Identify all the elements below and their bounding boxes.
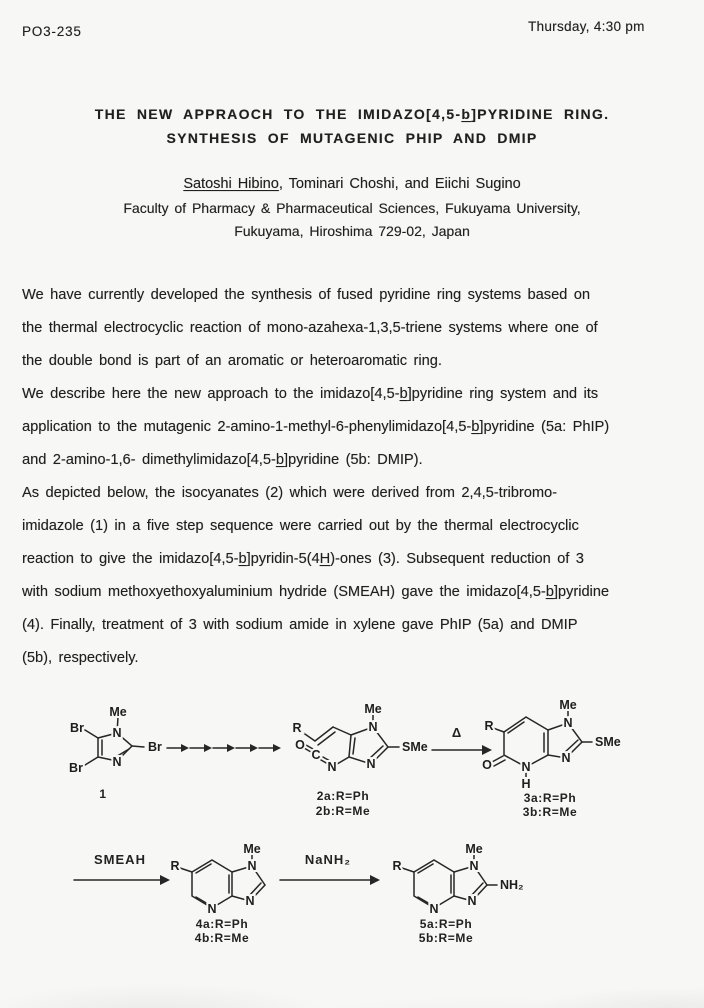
smeah-reaction-arrow — [70, 846, 174, 886]
atom-label-n1: N — [112, 726, 122, 740]
abstract-line: the double bond is part of an aromatic or heteroaromatic ring. — [22, 353, 442, 369]
atom-label-methyl: Me — [465, 842, 483, 856]
atom-label-h: H — [521, 777, 531, 791]
smeah-reagent-label: SMEAH — [94, 852, 146, 867]
atom-label-nh2: NH₂ — [500, 878, 524, 892]
compound-2b-caption: 2b:R=Me — [315, 804, 371, 818]
abstract-line: application to the mutagenic 2-amino-1-methyl-6-phenylimidazo[4,5-b]pyridine (5a: PhIP) — [22, 419, 610, 435]
atom-label-n3: N — [561, 751, 571, 765]
session-schedule: Thursday, 4:30 pm — [528, 19, 645, 34]
atom-label-n3: N — [467, 894, 477, 908]
abstract-line: reaction to give the imidazo[4,5-b]pyridin-5(4H)-ones (3). Subsequent reduction of 3 — [22, 551, 584, 567]
atom-label-o: O — [295, 738, 305, 752]
structure-compound-3 — [476, 682, 671, 817]
compound-3b-caption: 3b:R=Me — [522, 805, 578, 819]
atom-label-c: C — [311, 748, 321, 762]
structure-compound-5 — [384, 840, 579, 950]
abstract-body — [22, 279, 682, 675]
affiliation-line-2: Fukuyama, Hiroshima 729-02, Japan — [234, 223, 470, 239]
atom-label-n1: N — [469, 859, 479, 873]
atom-label-n-pyridine: N — [429, 902, 439, 916]
abstract-line: with sodium methoxyethoxyaluminium hydride (SMEAH) gave the imidazo[4,5-b]pyridine — [22, 584, 610, 600]
atom-label-r: R — [292, 721, 302, 735]
abstract-line: As depicted below, the isocyanates (2) which were derived from 2,4,5-tribromo- — [22, 485, 558, 501]
delta-icon: Δ — [451, 725, 463, 740]
title-line-2: SYNTHESIS OF MUTAGENIC PHIP AND DMIP — [166, 130, 538, 146]
compound-1-caption: 1 — [99, 787, 107, 801]
atom-label-methyl: Me — [243, 842, 261, 856]
compound-4b-caption: 4b:R=Me — [194, 931, 250, 945]
atom-label-n-pyridine: N — [207, 902, 217, 916]
abstract-line: the thermal electrocyclic reaction of mono-azahexa-1,3,5-triene systems where one of — [22, 320, 598, 336]
abstract-line: (5b), respectively. — [22, 650, 139, 666]
atom-label-methyl: Me — [559, 698, 577, 712]
atom-label-n3: N — [112, 755, 122, 769]
compound-5a-caption: 5a:R=Ph — [419, 917, 473, 931]
atom-label-methyl: Me — [364, 702, 382, 716]
atom-label-n1: N — [368, 720, 378, 734]
atom-label-n1: N — [247, 859, 257, 873]
title-line-1: THE NEW APPRAOCH TO THE IMIDAZO[4,5-b]PYRIDINE RING. — [94, 106, 610, 122]
atom-label-n3: N — [366, 757, 376, 771]
atom-label-br-lower-left: Br — [69, 761, 83, 775]
compound-3a-caption: 3a:R=Ph — [523, 791, 577, 805]
atom-label-n-isocyanate: N — [327, 760, 337, 774]
compound-5b-caption: 5b:R=Me — [418, 931, 474, 945]
nanh2-reaction-arrow — [276, 846, 384, 886]
atom-label-sme: SMe — [595, 735, 621, 749]
atom-label-r: R — [484, 719, 494, 733]
abstract-line: We have currently developed the synthesis of fused pyridine ring systems based on — [22, 287, 590, 303]
paper-code: PO3-235 — [22, 24, 82, 39]
abstract-line: (4). Finally, treatment of 3 with sodium amide in xylene gave PhIP (5a) and DMIP — [22, 617, 578, 633]
atom-label-sme: SMe — [402, 740, 428, 754]
multi-step-arrows — [166, 739, 286, 757]
affiliation-line-1: Faculty of Pharmacy & Pharmaceutical Sciences, Fukuyama University, — [123, 200, 581, 216]
atom-label-methyl: Me — [109, 705, 127, 719]
abstract-line: and 2-amino-1,6- dimethylimidazo[4,5-b]pyridine (5b: DMIP). — [22, 452, 423, 468]
paper-title — [0, 102, 704, 150]
author-list: Satoshi Hibino, Tominari Choshi, and Eiichi Sugino — [183, 176, 521, 192]
atom-label-br-upper-left: Br — [70, 721, 84, 735]
nanh2-reagent-label: NaNH₂ — [304, 852, 352, 867]
atom-label-n3: N — [245, 894, 255, 908]
abstract-line: We describe here the new approach to the imidazo[4,5-b]pyridine ring system and its — [22, 386, 599, 402]
atom-label-o: O — [482, 758, 492, 772]
atom-label-r: R — [170, 859, 180, 873]
atom-label-r: R — [392, 859, 402, 873]
atom-label-br-right: Br — [148, 740, 162, 754]
compound-4a-caption: 4a:R=Ph — [195, 917, 249, 931]
abstract-line: imidazole (1) in a five step sequence were carried out by the thermal electrocyclic — [22, 518, 579, 534]
atom-label-n-ring: N — [521, 760, 531, 774]
compound-2a-caption: 2a:R=Ph — [316, 789, 370, 803]
atom-label-n1: N — [563, 716, 573, 730]
